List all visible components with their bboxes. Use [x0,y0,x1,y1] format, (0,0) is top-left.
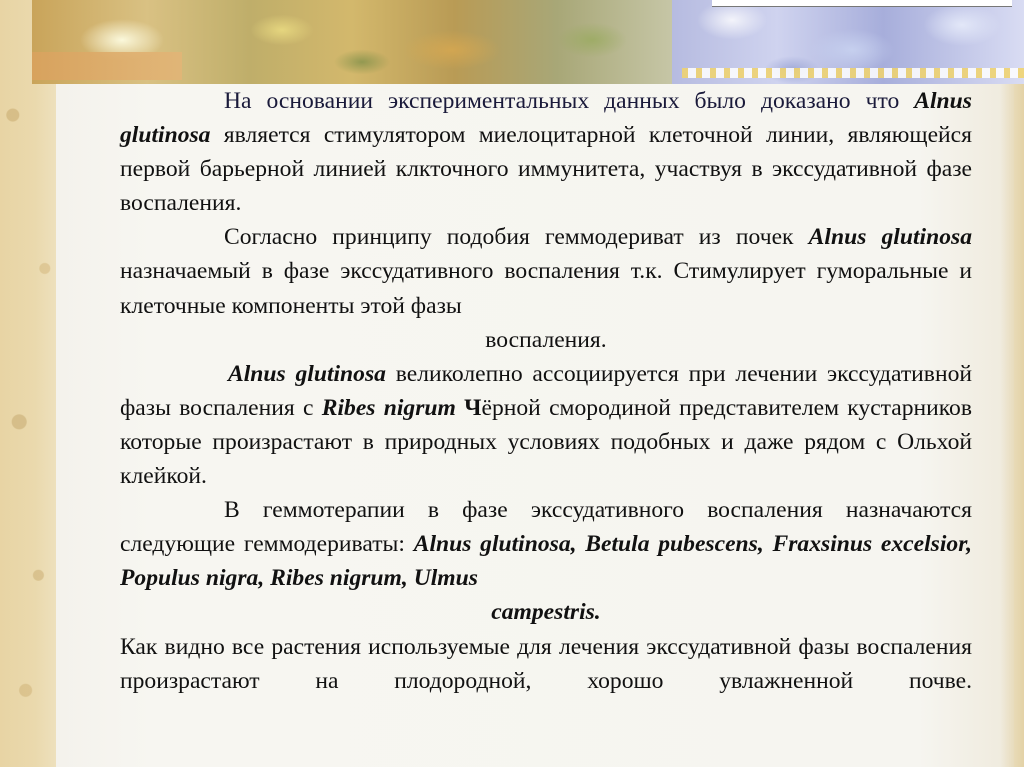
right-shadow [1000,70,1024,767]
banner-tab [712,0,1012,7]
paragraph-3-cap: Ч [455,394,482,421]
paragraph-2-last [120,323,972,357]
paragraph-5-text: Как видно все растения используемые для лечения экссудативной фазы воспаления произрастают на плодородной, хорошо увлажненной почве. [120,633,972,694]
paragraph-2-lead: Согласно принципу подобия геммодериват из почек [224,224,809,251]
paragraph-2-last-word: воспаления. [485,326,607,353]
parchment-border [0,0,64,767]
species-alnus: Alnus glutinosa [808,224,972,251]
paragraph-2-rest: назначаемый в фазе экссудативного воспаления т.к. Стимулирует гуморальные и клеточные компоненты этой фазы [120,258,972,319]
paragraph-1 [120,84,972,220]
paragraph-4-last [120,595,972,629]
paragraph-5 [120,630,972,698]
species-alnus: Alnus glutinosa [228,360,386,387]
paragraph-2 [120,220,972,322]
gemmoderivatives-list: Alnus glutinosa, Betula pubescens, Fraxsinus excelsior, Populus nigra, Ribes nigrum, Ulmus [120,531,972,592]
slide-body-text [120,84,972,698]
paragraph-1-rest: является стимулятором миелоцитарной клеточной линии, являющейся первой барьерной линией клкточного иммунитета, участвуя в экссудативной фазе воспаления. [120,122,972,217]
species-alnus: Alnus glutinosa [120,88,972,149]
paragraph-1-what: что [865,88,900,114]
paragraph-3 [120,357,972,493]
paragraph-4-lead: В геммотерапии в фазе экссудативного воспаления назначаются следующие геммодериваты: [120,497,972,558]
paragraph-3-mid: великолепно ассоциируется при лечении экссудативной фазы воспаления с [120,360,972,421]
species-ulmus-campestris: campestris. [491,599,601,626]
yellow-stripe [682,68,1024,78]
paragraph-4 [120,493,972,595]
species-ribes: Ribes nigrum [321,394,456,421]
orange-bar [32,52,182,80]
paragraph-3-rest: ёрной смородиной представителем кустарников которые произрастают в природных условиях подобных и даже рядом с Ольхой клейкой. [120,394,972,490]
paragraph-1-line1: На основании экспериментальных данных было доказано [224,88,851,114]
decorative-banner [32,0,1024,84]
